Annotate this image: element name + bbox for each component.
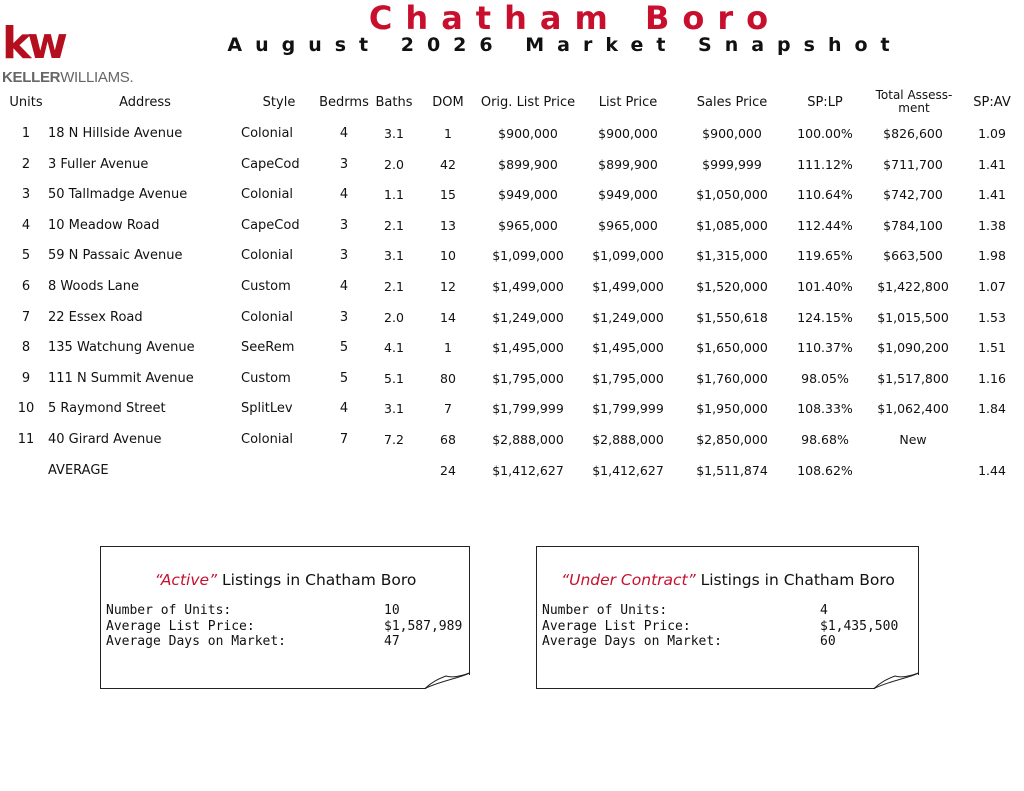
cell-list-price: $949,000	[598, 187, 658, 202]
cell-bedrms: 3	[339, 248, 349, 263]
cell-sp-lp: 110.64%	[797, 187, 853, 202]
cell-orig-list-price: $1,499,000	[492, 279, 564, 294]
cell-orig-list-price: $1,495,000	[492, 340, 564, 355]
header-sp-av: SP:AV	[973, 95, 1011, 110]
cell-sp-lp: 119.65%	[797, 248, 853, 263]
active-units-value: 10	[384, 603, 400, 618]
cell-orig-list-price: $899,900	[498, 157, 558, 172]
cell-address: 3 Fuller Avenue	[48, 157, 149, 172]
cell-bedrms: 4	[339, 279, 349, 294]
cell-orig-list-price: $1,412,627	[492, 463, 564, 478]
cell-style: CapeCod	[241, 157, 300, 172]
cell-sales-price: $1,511,874	[696, 463, 768, 478]
cell-dom: 15	[440, 187, 456, 202]
cell-unit: 9	[21, 371, 31, 386]
cell-sp-lp: 101.40%	[797, 279, 853, 294]
cell-style: SplitLev	[241, 401, 293, 416]
active-avg-price-value: $1,587,989	[384, 619, 463, 634]
cell-sp-av: 1.41	[978, 157, 1006, 172]
cell-total-assessment: New	[899, 432, 927, 447]
cell-sp-av: 1.53	[978, 310, 1006, 325]
header-style: Style	[262, 95, 296, 110]
header-total-assessment: Total Assess- ment	[875, 88, 953, 115]
cell-address: 5 Raymond Street	[48, 401, 166, 416]
kw-logo-mark: kw	[2, 18, 64, 69]
cell-address: 135 Watchung Avenue	[48, 340, 195, 355]
cell-address: 8 Woods Lane	[48, 279, 140, 294]
cell-style: Colonial	[241, 126, 294, 141]
cell-style: Custom	[241, 279, 291, 294]
cell-baths: 2.0	[384, 157, 404, 172]
cell-dom: 68	[440, 432, 456, 447]
cell-list-price: $1,099,000	[592, 248, 664, 263]
cell-dom: 1	[444, 340, 452, 355]
under-contract-box	[536, 546, 919, 689]
cell-total-assessment: $1,517,800	[877, 371, 949, 386]
cell-sp-lp: 108.62%	[797, 463, 853, 478]
contract-box-title: “Under Contract” Listings in Chatham Boro	[561, 571, 895, 589]
cell-address: AVERAGE	[48, 463, 109, 478]
cell-sp-lp: 110.37%	[797, 340, 853, 355]
cell-baths: 3.1	[384, 126, 404, 141]
contract-units-label: Number of Units:	[542, 603, 668, 618]
cell-baths: 2.1	[384, 279, 404, 294]
cell-sales-price: $1,050,000	[696, 187, 768, 202]
active-box-title: “Active” Listings in Chatham Boro	[154, 571, 417, 589]
cell-list-price: $1,495,000	[592, 340, 664, 355]
cell-unit: 4	[21, 218, 31, 233]
cell-sp-av: 1.98	[978, 248, 1006, 263]
cell-style: Colonial	[241, 432, 294, 447]
cell-style: SeeRem	[241, 340, 295, 355]
cell-sp-lp: 98.68%	[801, 432, 849, 447]
cell-bedrms: 4	[339, 187, 349, 202]
contract-avg-price-value: $1,435,500	[820, 619, 899, 634]
cell-orig-list-price: $949,000	[498, 187, 558, 202]
cell-address: 40 Girard Avenue	[48, 432, 162, 447]
cell-style: Colonial	[241, 310, 294, 325]
cell-list-price: $2,888,000	[592, 432, 664, 447]
cell-total-assessment: $742,700	[883, 187, 943, 202]
cell-bedrms: 4	[339, 126, 349, 141]
active-listings-box	[100, 546, 470, 689]
cell-total-assessment: $1,090,200	[877, 340, 949, 355]
cell-sp-av: 1.38	[978, 218, 1006, 233]
cell-bedrms: 3	[339, 218, 349, 233]
cell-style: Colonial	[241, 248, 294, 263]
cell-unit: 5	[21, 248, 31, 263]
cell-baths: 3.1	[384, 401, 404, 416]
cell-bedrms: 3	[339, 157, 349, 172]
contract-avg-dom-value: 60	[820, 634, 836, 649]
cell-style: CapeCod	[241, 218, 300, 233]
header-bedrms: Bedrms	[319, 95, 369, 110]
cell-list-price: $1,499,000	[592, 279, 664, 294]
active-avg-price-label: Average List Price:	[106, 619, 255, 634]
cell-address: 10 Meadow Road	[48, 218, 160, 233]
cell-sales-price: $1,650,000	[696, 340, 768, 355]
cell-bedrms: 7	[339, 432, 349, 447]
cell-sp-lp: 124.15%	[797, 310, 853, 325]
cell-style: Custom	[241, 371, 291, 386]
cell-bedrms: 5	[339, 371, 349, 386]
keller-williams-logo	[2, 18, 152, 88]
logo-wordmark: KELLERWILLIAMS.	[2, 69, 134, 86]
header-address: Address	[119, 95, 171, 110]
cell-dom: 12	[440, 279, 456, 294]
header-units: Units	[9, 95, 43, 110]
cell-orig-list-price: $1,799,999	[492, 401, 564, 416]
cell-sales-price: $2,850,000	[696, 432, 768, 447]
cell-sp-lp: 112.44%	[797, 218, 853, 233]
cell-orig-list-price: $1,099,000	[492, 248, 564, 263]
cell-dom: 24	[440, 463, 456, 478]
cell-unit: 11	[17, 432, 35, 447]
header-sales-price: Sales Price	[696, 95, 768, 110]
cell-bedrms: 4	[339, 401, 349, 416]
cell-address: 18 N Hillside Avenue	[48, 126, 183, 141]
page-curl-icon	[871, 672, 919, 689]
page-curl-icon	[422, 672, 470, 689]
cell-address: 50 Tallmadge Avenue	[48, 187, 188, 202]
active-units-label: Number of Units:	[106, 603, 232, 618]
cell-address: 111 N Summit Avenue	[48, 371, 194, 386]
contract-avg-dom-label: Average Days on Market:	[542, 634, 723, 649]
cell-baths: 1.1	[384, 187, 404, 202]
cell-baths: 4.1	[384, 340, 404, 355]
cell-sp-av: 1.16	[978, 371, 1006, 386]
cell-sp-lp: 108.33%	[797, 401, 853, 416]
cell-list-price: $1,249,000	[592, 310, 664, 325]
cell-orig-list-price: $2,888,000	[492, 432, 564, 447]
cell-dom: 7	[444, 401, 452, 416]
cell-sp-av: 1.41	[978, 187, 1006, 202]
cell-sp-av: 1.44	[978, 463, 1006, 478]
cell-dom: 13	[440, 218, 456, 233]
cell-dom: 80	[440, 371, 456, 386]
cell-sp-lp: 100.00%	[797, 126, 853, 141]
cell-baths: 7.2	[384, 432, 404, 447]
cell-list-price: $965,000	[598, 218, 658, 233]
contract-units-value: 4	[820, 603, 828, 618]
page-subtitle: August 2026 Market Snapshot	[227, 34, 903, 56]
cell-sp-lp: 98.05%	[801, 371, 849, 386]
cell-sp-av: 1.07	[978, 279, 1006, 294]
cell-baths: 5.1	[384, 371, 404, 386]
cell-baths: 3.1	[384, 248, 404, 263]
active-avg-dom-value: 47	[384, 634, 400, 649]
cell-dom: 10	[440, 248, 456, 263]
header-sp-lp: SP:LP	[807, 95, 843, 110]
cell-list-price: $1,795,000	[592, 371, 664, 386]
cell-dom: 42	[440, 157, 456, 172]
cell-total-assessment: $711,700	[883, 157, 943, 172]
cell-unit: 6	[21, 279, 31, 294]
cell-total-assessment: $663,500	[883, 248, 943, 263]
cell-orig-list-price: $1,795,000	[492, 371, 564, 386]
cell-sales-price: $1,520,000	[696, 279, 768, 294]
cell-sp-av: 1.09	[978, 126, 1006, 141]
cell-list-price: $1,799,999	[592, 401, 664, 416]
cell-orig-list-price: $1,249,000	[492, 310, 564, 325]
contract-avg-price-label: Average List Price:	[542, 619, 691, 634]
cell-sales-price: $999,999	[702, 157, 762, 172]
cell-unit: 2	[21, 157, 31, 172]
header-dom: DOM	[432, 95, 464, 110]
cell-total-assessment: $1,062,400	[877, 401, 949, 416]
cell-total-assessment: $784,100	[883, 218, 943, 233]
cell-address: 59 N Passaic Avenue	[48, 248, 183, 263]
cell-dom: 14	[440, 310, 456, 325]
cell-total-assessment: $1,422,800	[877, 279, 949, 294]
cell-list-price: $1,412,627	[592, 463, 664, 478]
cell-unit: 10	[17, 401, 35, 416]
cell-list-price: $900,000	[598, 126, 658, 141]
cell-unit: 7	[21, 310, 31, 325]
page-title: Chatham Boro	[368, 0, 782, 37]
cell-sales-price: $1,315,000	[696, 248, 768, 263]
header-orig-list-price: Orig. List Price	[480, 95, 576, 110]
cell-sales-price: $1,085,000	[696, 218, 768, 233]
active-avg-dom-label: Average Days on Market:	[106, 634, 287, 649]
cell-unit: 8	[21, 340, 31, 355]
cell-baths: 2.0	[384, 310, 404, 325]
cell-dom: 1	[444, 126, 452, 141]
cell-total-assessment: $1,015,500	[877, 310, 949, 325]
cell-sp-av: 1.84	[978, 401, 1006, 416]
cell-list-price: $899,900	[598, 157, 658, 172]
cell-style: Colonial	[241, 187, 294, 202]
cell-bedrms: 3	[339, 310, 349, 325]
cell-sales-price: $1,760,000	[696, 371, 768, 386]
cell-baths: 2.1	[384, 218, 404, 233]
cell-sp-lp: 111.12%	[797, 157, 853, 172]
cell-address: 22 Essex Road	[48, 310, 143, 325]
cell-sales-price: $900,000	[702, 126, 762, 141]
cell-sales-price: $1,950,000	[696, 401, 768, 416]
cell-bedrms: 5	[339, 340, 349, 355]
cell-orig-list-price: $965,000	[498, 218, 558, 233]
header-list-price: List Price	[598, 95, 658, 110]
cell-orig-list-price: $900,000	[498, 126, 558, 141]
cell-sp-av: 1.51	[978, 340, 1006, 355]
cell-unit: 3	[21, 187, 31, 202]
cell-total-assessment: $826,600	[883, 126, 943, 141]
cell-unit: 1	[21, 126, 31, 141]
header-baths: Baths	[375, 95, 413, 110]
cell-sales-price: $1,550,618	[696, 310, 768, 325]
